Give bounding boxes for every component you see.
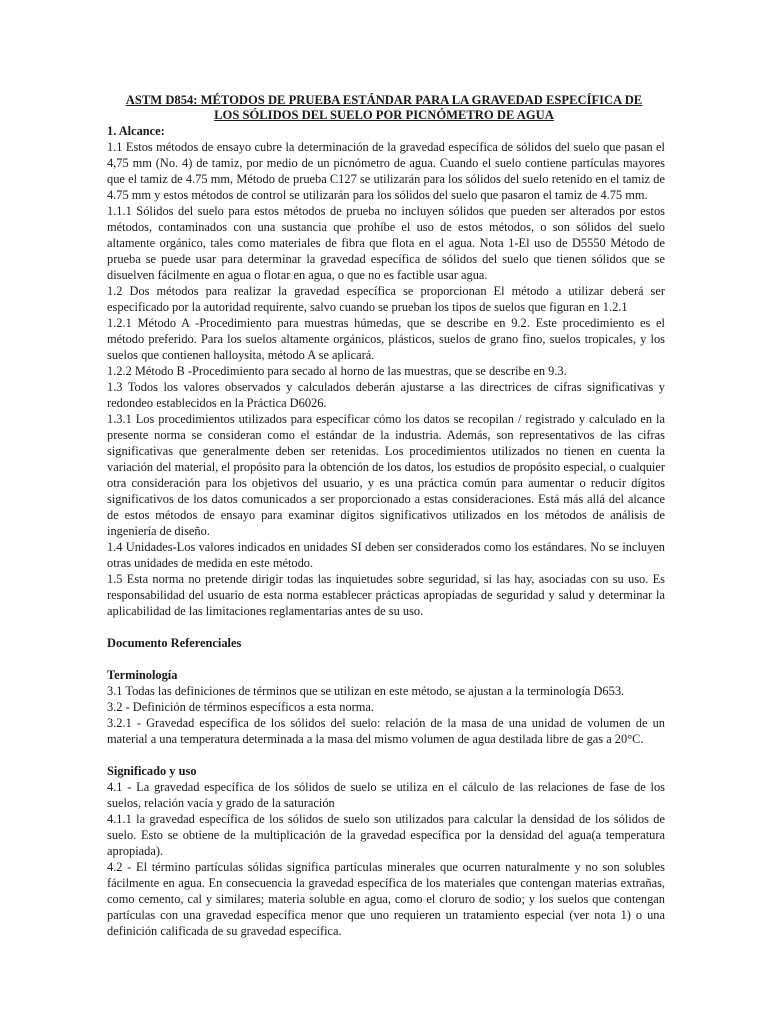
paragraph-1-1-1: 1.1.1 Sólidos del suelo para estos métodos de prueba no incluyen sólidos que pueden ser alterados por estos métodos, contaminados con una sustancia que prohíbe el uso de estos métodos, o son sólidos del suelo altamente orgánico, tales como materiales de fibra que flota en el agua. Nota 1-El uso de D5550 Método de prueba se puede usar para determinar la gravedad específica de sólidos del suelo que tienen sólidos que se disuelven fácilmente en agua o flotar en agua, o que no es factible usar agua. xyxy=(107,204,665,282)
section-heading-significado: Significado y uso xyxy=(107,764,197,778)
paragraph-1-3-1: 1.3.1 Los procedimientos utilizados para especificar cómo los datos se recopilan / registrado y calculado en la presente norma se consideran como el estándar de la industria. Además, son representativos de las cifras significativas que generalmente deben ser retenidas. Los procedimientos utilizados no tienen en cuenta la variación del material, el propósito para la obtención de los datos, los estudios de propósito especial, o cualquier otra consideración para los objetivos del usuario, y es una práctica común para aumentar o reducir dígitos significativos de los datos comunicados a ser proporcionado a estas consideraciones. Está más allá del alcance de estos métodos de ensayo para examinar dígitos significativos utilizados en los métodos de análisis de ingeniería de diseño. xyxy=(107,412,665,538)
paragraph-3-2-1: 3.2.1 - Gravedad específica de los sólidos del suelo: relación de la masa de una unidad de volumen de un material a una temperatura determinada a la masa del mismo volumen de agua destilada libre de gas a 20°C. xyxy=(107,716,665,746)
paragraph-1-2-1: 1.2.1 Método A -Procedimiento para muestras húmedas, que se describe en 9.2. Este procedimiento es el método preferido. Para los suelos altamente orgánicos, plásticos, suelos de grano fino, suelos tropicales, y los suelos que contienen halloysita, método A se aplicará. xyxy=(107,316,665,362)
section-heading-referenciales: Documento Referenciales xyxy=(107,636,242,650)
paragraph-4-2: 4.2 - El término partículas sólidas significa partículas minerales que ocurren naturalmente y no son solubles fácilmente en agua. En consecuencia la gravedad específica de los materiales que contengan materias extrañas, como cemento, cal y similares; materia soluble en agua, como el cloruro de sodio; y los suelos que contengan partículas con una gravedad específica menor que uno requieren un tratamiento especial (ver nota 1) o una definición calificada de su gravedad específica. xyxy=(107,860,665,938)
document-title xyxy=(100,93,668,122)
paragraph-1-2-2: 1.2.2 Método B -Procedimiento para secado al horno de las muestras, que se describe en 9.3. xyxy=(107,364,567,378)
section-spacer xyxy=(107,619,665,635)
document-body xyxy=(107,123,665,939)
section-heading-terminologia: Terminología xyxy=(107,668,178,682)
paragraph-1-5: 1.5 Esta norma no pretende dirigir todas las inquietudes sobre seguridad, si las hay, asociadas con su uso. Es responsabilidad del usuario de esta norma establecer prácticas apropiadas de seguridad y salud y determinar la aplicabilidad de las limitaciones reglamentarias antes de su uso. xyxy=(107,572,665,618)
paragraph-3-2: 3.2 - Definición de términos específicos a esta norma. xyxy=(107,700,374,714)
paragraph-1-3: 1.3 Todos los valores observados y calculados deberán ajustarse a las directrices de cifras significativas y redondeo establecidos en la Práctica D6026. xyxy=(107,380,665,410)
paragraph-1-2: 1.2 Dos métodos para realizar la gravedad específica se proporcionan El método a utilizar deberá ser especificado por la autoridad requirente, salvo cuando se prueban los tipos de suelos que figuran en 1.2.1 xyxy=(107,284,665,314)
paragraph-3-1: 3.1 Todas las definiciones de términos que se utilizan en este método, se ajustan a la terminología D653. xyxy=(107,684,625,698)
paragraph-1-1: 1.1 Estos métodos de ensayo cubre la determinación de la gravedad específica de sólidos del suelo que pasan el 4,75 mm (No. 4) de tamiz, por medio de un picnómetro de agua. Cuando el suelo contiene partículas mayores que el tamiz de 4.75 mm, Método de prueba C127 se utilizarán para los sólidos del suelo retenido en el tamiz de 4.75 mm y estos métodos de control se utilizarán para los sólidos del suelo que pasaron el tamiz de 4.75 mm. xyxy=(107,140,665,202)
paragraph-1-4: 1.4 Unidades-Los valores indicados en unidades SI deben ser considerados como los estándares. No se incluyen otras unidades de medida en este método. xyxy=(107,540,665,570)
paragraph-4-1: 4.1 - La gravedad específica de los sólidos de suelo se utiliza en el cálculo de las relaciones de fase de los suelos, relación vacía y grado de la saturación xyxy=(107,780,665,810)
paragraph-4-1-1: 4.1.1 la gravedad específica de los sólidos de suelo son utilizados para calcular la densidad de los sólidos de suelo. Esto se obtiene de la multiplicación de la gravedad específica por la densidad del agua(a temperatura apropiada). xyxy=(107,812,665,858)
section-heading-alcance: 1. Alcance: xyxy=(107,124,165,138)
title-line-1: ASTM D854: MÉTODOS DE PRUEBA ESTÁNDAR PARA LA GRAVEDAD ESPECÍFICA DE xyxy=(125,93,643,107)
title-line-2: LOS SÓLIDOS DEL SUELO POR PICNÓMETRO DE AGUA xyxy=(214,107,554,122)
section-spacer xyxy=(107,651,665,667)
section-spacer xyxy=(107,747,665,763)
